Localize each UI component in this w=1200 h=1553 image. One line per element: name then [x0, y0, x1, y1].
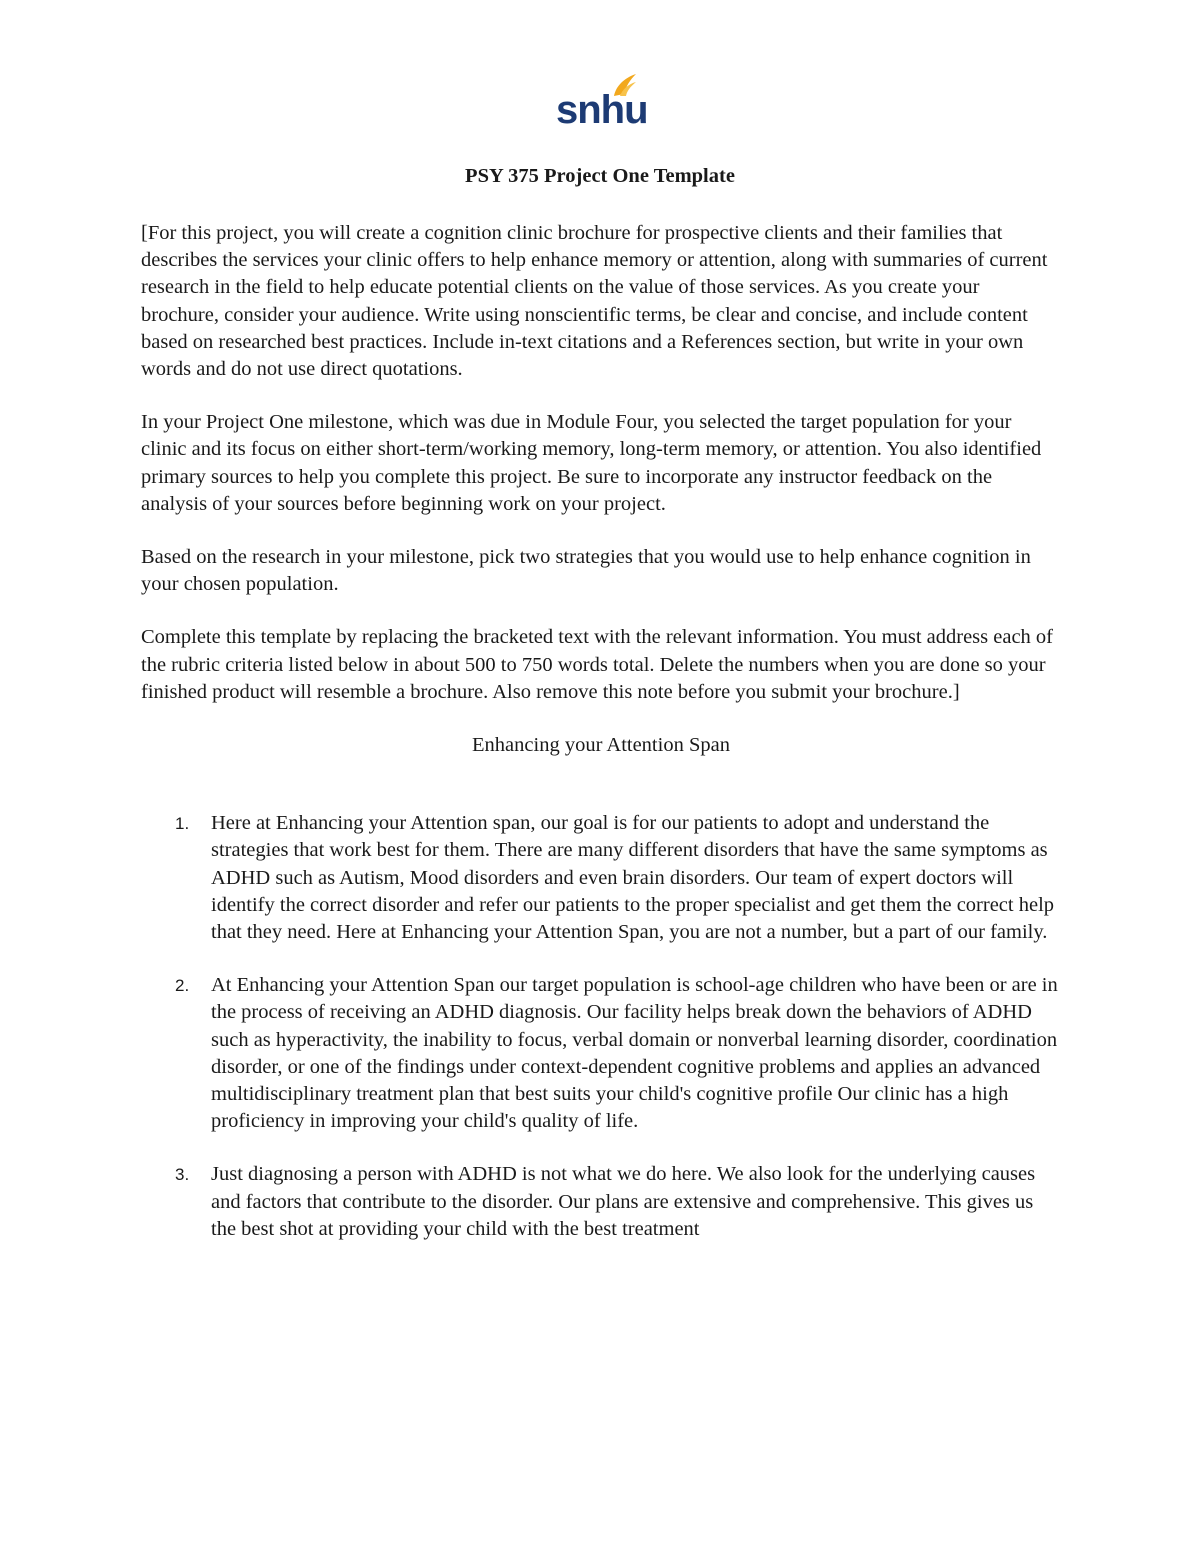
- list-item-text: At Enhancing your Attention Span our target population is school-age children who have been or are in the process of receiving an ADHD diagnosis. Our facility helps break down the behaviors of ADHD such as hyperactivity, the inability to focus, verbal domain or nonverbal learning disorder, coordination disorder, or one of the findings under context-dependent cognitive problems and applies an advanced multidisciplinary treatment plan that best suits your child's cognitive profile Our clinic has a high proficiency in improving your child's quality of life.: [211, 974, 1058, 1133]
- document-title: PSY 375 Project One Template: [465, 165, 735, 187]
- list-item-number: 2.: [175, 976, 190, 996]
- intro-paragraph: Based on the research in your milestone, pick two strategies that you would use to help enhance cognition in your chosen population.: [141, 546, 1031, 596]
- intro-paragraph: [For this project, you will create a cognition clinic brochure for prospective clients and their families that describes the services your clinic offers to help enhance memory or attention, along with summaries of current research in the field to help educate potential clients on the value of those services. As you create your brochure, consider your audience. Write using nonscientific terms, be clear and concise, and include content based on researched best practices. Include in-text citations and a References section, but write in your own words and do not use direct quotations.: [141, 222, 1048, 381]
- list-item: [141, 1161, 1061, 1243]
- document-body: [141, 220, 1061, 1269]
- list-item-text: Here at Enhancing your Attention span, our goal is for our patients to adopt and understand the strategies that work best for them. There are many different disorders that have the same symptoms as ADHD such as Autism, Mood disorders and even brain disorders. Our team of expert doctors will identify the correct disorder and refer our patients to the proper specialist and get them the correct help that they need. Here at Enhancing your Attention Span, you are not a number, but a part of our family.: [211, 812, 1055, 944]
- list-item-text: Just diagnosing a person with ADHD is not what we do here. We also look for the underlying causes and factors that contribute to the disorder. Our plans are extensive and comprehensive. This gives us the best shot at providing your child with the best treatment: [211, 1163, 1036, 1240]
- snhu-logo: [552, 72, 648, 134]
- list-item-number: 3.: [175, 1165, 190, 1185]
- clinic-title: Enhancing your Attention Span: [472, 734, 730, 757]
- intro-paragraph: Complete this template by replacing the bracketed text with the relevant information. You must address each of the rubric criteria listed below in about 500 to 750 words total. Delete the numbers when you are done so your finished product will resemble a brochure. Also remove this note before you submit your brochure.]: [141, 626, 1053, 703]
- list-item: [141, 972, 1061, 1135]
- list-item-number: 1.: [175, 814, 190, 834]
- logo-text: snhu: [556, 88, 648, 132]
- list-item: [141, 810, 1061, 946]
- intro-paragraph: In your Project One milestone, which was due in Module Four, you selected the target population for your clinic and its focus on either short-term/working memory, long-term memory, or attention. You also identified primary sources to help you complete this project. Be sure to incorporate any instructor feedback on the analysis of your sources before beginning work on your project.: [141, 411, 1042, 515]
- rubric-list: [141, 810, 1061, 1243]
